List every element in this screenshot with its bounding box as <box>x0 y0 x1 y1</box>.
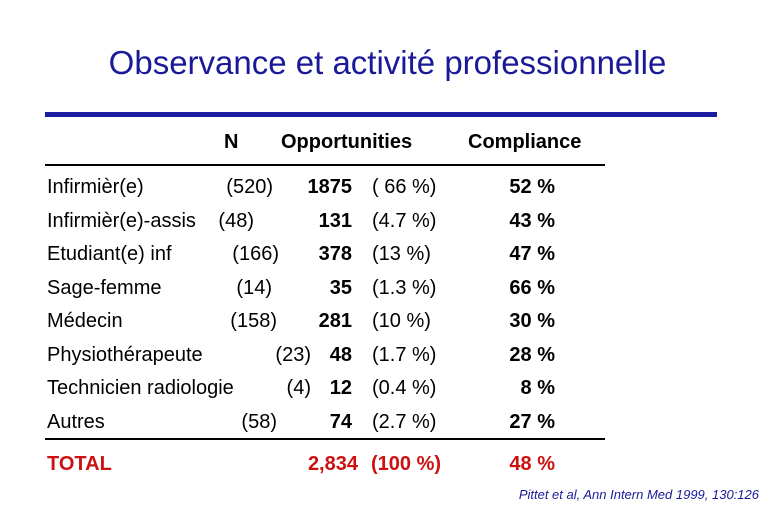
row-compliance: 66 % <box>509 276 555 299</box>
title-underline <box>45 112 717 117</box>
slide-title: Observance et activité professionnelle <box>108 44 667 81</box>
row-label: Physiothérapeute <box>47 343 203 366</box>
row-opportunities: 131 <box>318 209 352 232</box>
row-percent: (13 %) <box>372 243 431 265</box>
total-rule <box>45 438 605 440</box>
row-label: Infirmièr(e)-assis <box>47 209 196 232</box>
row-label: Technicien radiologie <box>47 377 234 399</box>
row-label: Sage-femme <box>47 276 162 299</box>
row-n: (158) <box>230 310 277 332</box>
header-n: N <box>224 131 239 153</box>
row-percent: ( 66 %) <box>372 176 437 198</box>
row-label: Infirmièr(e) <box>47 176 144 198</box>
row-percent: (1.3 %) <box>372 276 437 299</box>
row-opportunities: 378 <box>318 243 352 265</box>
row-n: (166) <box>232 243 279 265</box>
row-n: (58) <box>241 410 277 433</box>
row-opportunities: 1875 <box>307 176 352 198</box>
row-percent: (4.7 %) <box>372 209 437 232</box>
row-n: (23) <box>275 343 311 366</box>
header-opportunities: Opportunities <box>281 131 413 153</box>
row-n: (4) <box>286 377 311 399</box>
row-n: (14) <box>236 276 272 299</box>
row-n: (48) <box>218 209 254 232</box>
row-compliance: 28 % <box>509 343 555 366</box>
row-compliance: 27 % <box>509 410 555 433</box>
row-compliance: 47 % <box>509 243 555 265</box>
total-opportunities: 2,834 <box>307 453 358 475</box>
total-compliance: 48 % <box>509 453 555 475</box>
row-compliance: 8 % <box>520 377 555 399</box>
row-label: Etudiant(e) inf <box>47 243 172 265</box>
row-compliance: 52 % <box>509 176 555 198</box>
total-label: TOTAL <box>47 453 112 475</box>
total-percent: (100 %) <box>371 453 442 475</box>
row-opportunities: 12 <box>329 377 352 399</box>
row-opportunities: 281 <box>318 310 352 332</box>
row-percent: (2.7 %) <box>372 410 437 433</box>
row-label: Médecin <box>47 310 123 332</box>
row-opportunities: 35 <box>329 276 352 299</box>
header-rule <box>45 164 605 166</box>
row-n: (520) <box>226 176 273 198</box>
row-percent: (1.7 %) <box>372 343 437 366</box>
row-compliance: 30 % <box>509 310 555 332</box>
citation: Pittet et al, Ann Intern Med 1999, 130:126 <box>518 487 759 502</box>
row-percent: (10 %) <box>372 310 431 332</box>
row-percent: (0.4 %) <box>372 377 437 399</box>
row-opportunities: 74 <box>329 410 352 433</box>
header-compliance: Compliance <box>468 131 582 153</box>
row-opportunities: 48 <box>329 343 352 366</box>
row-label: Autres <box>47 410 105 433</box>
row-compliance: 43 % <box>509 209 555 232</box>
